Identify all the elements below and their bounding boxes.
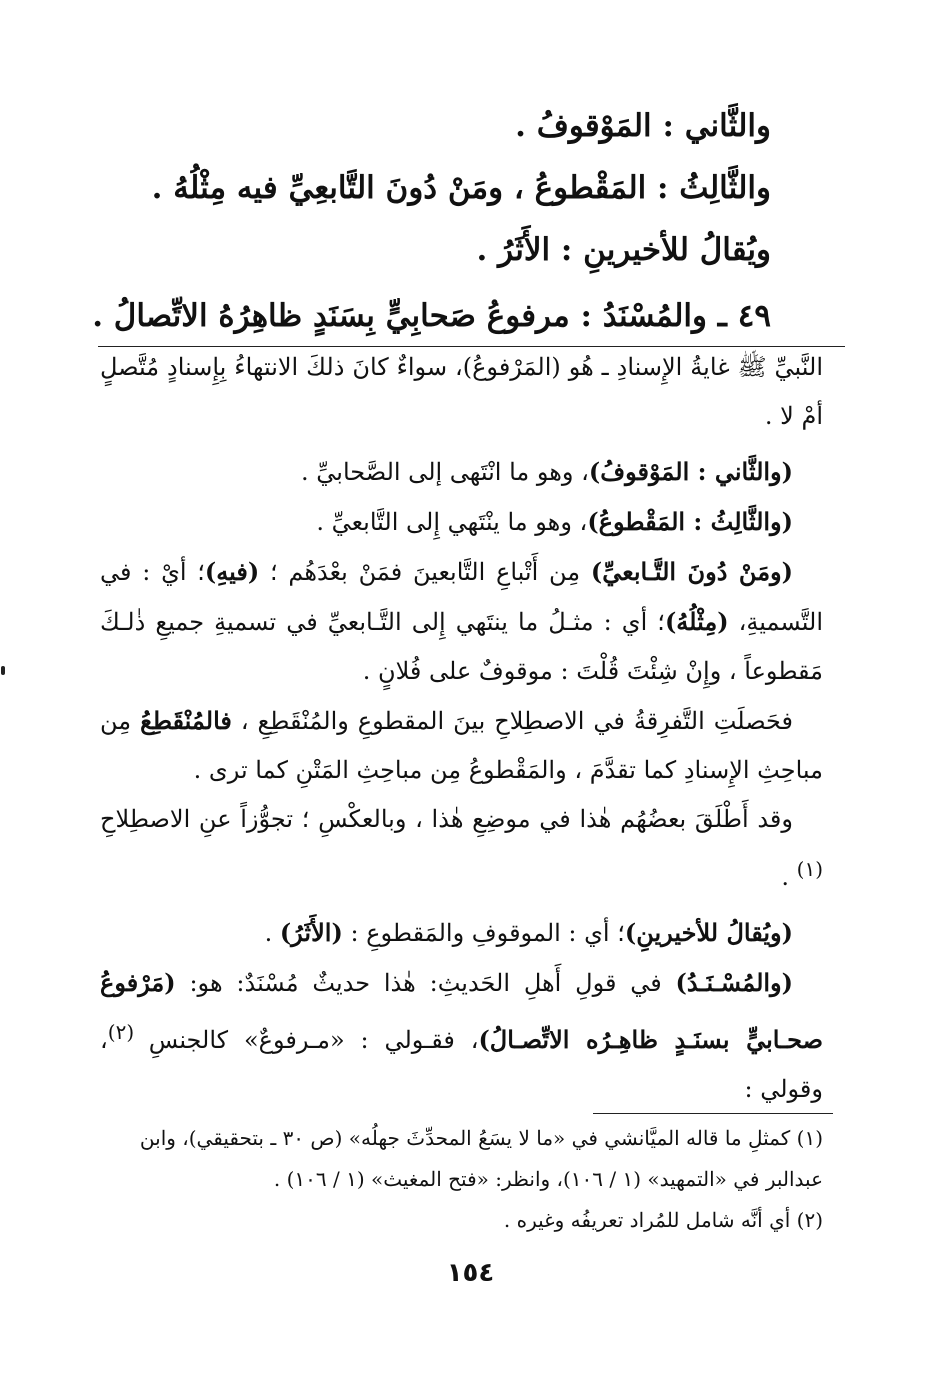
commentary-text-run: مِن أَتْباعِ التَّابعينَ فمَنْ بعْدَهُم ؛	[259, 558, 591, 586]
commentary-paragraph	[100, 958, 823, 1114]
verse-line: والثَّاني : المَوْقوفُ .	[515, 108, 771, 144]
page-number: ١٥٤	[446, 1258, 495, 1288]
commentary-text-run: ؛ أي : مثـلُ ما ينتَهي إِلى التَّـابعيِّ في تسميةِ جميعِ ذٰلـكَ مَقطوعاً ، وإِنْ شِئْتَ قُلْتَ : موقوفٌ على فُلانٍ .	[100, 608, 823, 685]
term-highlight: (مِثْلُهُ)	[664, 607, 729, 636]
commentary-text-run: مِن مباحِثِ الإِسنادِ كما تقدَّمَ ، والمَقْطوعُ مِن مباحِثِ المَتْنِ كما ترى .	[100, 707, 823, 784]
commentary-text-run: .	[264, 919, 280, 947]
commentary-paragraph	[100, 696, 823, 795]
commentary-paragraph	[100, 795, 823, 902]
commentary-text-run: ، وهو ما ينْتَهي إِلى التَّابعيِّ .	[316, 508, 588, 536]
verse-line: والثَّالِثُ : المَقْطوعُ ، ومَنْ دُونَ التَّابعِيِّ فيه مِثْلُهُ .	[151, 170, 771, 206]
footnote-separator	[593, 1113, 833, 1114]
commentary-paragraph	[100, 908, 823, 958]
commentary-text-run: ؛ أي : الموقوفِ والمَقطوعِ :	[342, 919, 625, 947]
commentary-paragraph	[100, 547, 823, 696]
commentary-text-run: فحَصلَتِ التَّفرِقةُ في الاصطِلاحِ بينَ المقطوعِ والمُنْقَطِعِ ،	[231, 707, 793, 735]
commentary-paragraph	[100, 343, 823, 441]
commentary-text-run: ؛ أيْ : في التَّسميةِ،	[100, 558, 823, 636]
verse-line: ويُقالُ للأخيرينِ : الأَثَرُ .	[476, 232, 771, 268]
commentary-text-run: وقد أَطْلَقَ بعضُهُم هٰذا في موضِعِ هٰذا ، وبالعكْسِ ؛ تجوُّزاً عنِ الاصطِلاحِ	[100, 805, 793, 833]
term-highlight: (والثَّاني : المَوْقوفُ)	[588, 457, 793, 486]
commentary-paragraph	[100, 447, 823, 497]
term-highlight: (الأَثَرُ)	[279, 918, 343, 947]
commentary-text	[100, 343, 823, 1114]
term-highlight: (والثَّالِثُ : المَقْطوعُ)	[587, 507, 793, 536]
term-highlight: (فيهِ)	[204, 557, 260, 586]
footnote: (٢) أي أنَّه شامل للمُراد تعريفُه وغيره .	[503, 1208, 823, 1232]
term-highlight: (ومَنْ دُونَ التَّـابعيِّ)	[590, 557, 793, 586]
footnotes	[100, 1118, 823, 1241]
commentary-text-run: النَّبيِّ ﷺ غايةُ الإِسنادِ ـ هُو (المَرْفوعُ)، سواءٌ كانَ ذلكَ الانتهاءُ بِإِسنادٍ مُتَّصلٍ أمْ لا .	[100, 353, 823, 430]
scan-edge-mark	[1, 666, 5, 675]
verse-line: ٤٩ ـ والمُسْنَدُ : مرفوعُ صَحابِيٍّ بِسَنَدٍ ظاهِرُهُ الاتِّصالُ .	[92, 298, 771, 334]
term-highlight: (والمُسْـنَـدُ)	[675, 968, 793, 997]
commentary-text-run: .	[781, 863, 797, 891]
commentary-text-run: ، وهو ما انْتَهى إلى الصَّحابيِّ .	[301, 458, 589, 486]
footnote-ref: (١)	[796, 857, 823, 881]
footnote: (١) كمثلِ ما قاله الميَّانشي في «ما لا يسَعُ المحدِّثَ جهلُه» (ص ٣٠ ـ بتحقيقي)، وابن عبدالبر في «التمهيد» (١ / ١٠٦)، وانظر: «فتح المغيث» (١ / ١٠٦) .	[139, 1126, 823, 1191]
commentary-text-run: ، فقـولي : «مـرفوعٌ» كالجنسِ	[148, 1026, 479, 1054]
commentary-text-run: في قولِ أَهلِ الحَديثِ: هٰذا حديثٌ مُسْنَدٌ: هو:	[175, 969, 676, 997]
term-highlight: فالمُنْقَطِعُ	[140, 706, 232, 735]
term-highlight: (ويُقالُ للأخيرينِ)	[624, 918, 793, 947]
commentary-text-run: ، وقولي :	[100, 1026, 823, 1103]
footnote-ref: (٢)	[107, 1020, 149, 1044]
term-highlight: (مَرْفوعُ صحـابيٍّ بسنَـدٍ ظاهِـرُه الاتِّصـالُ)	[100, 968, 823, 1054]
commentary-paragraph	[100, 497, 823, 547]
